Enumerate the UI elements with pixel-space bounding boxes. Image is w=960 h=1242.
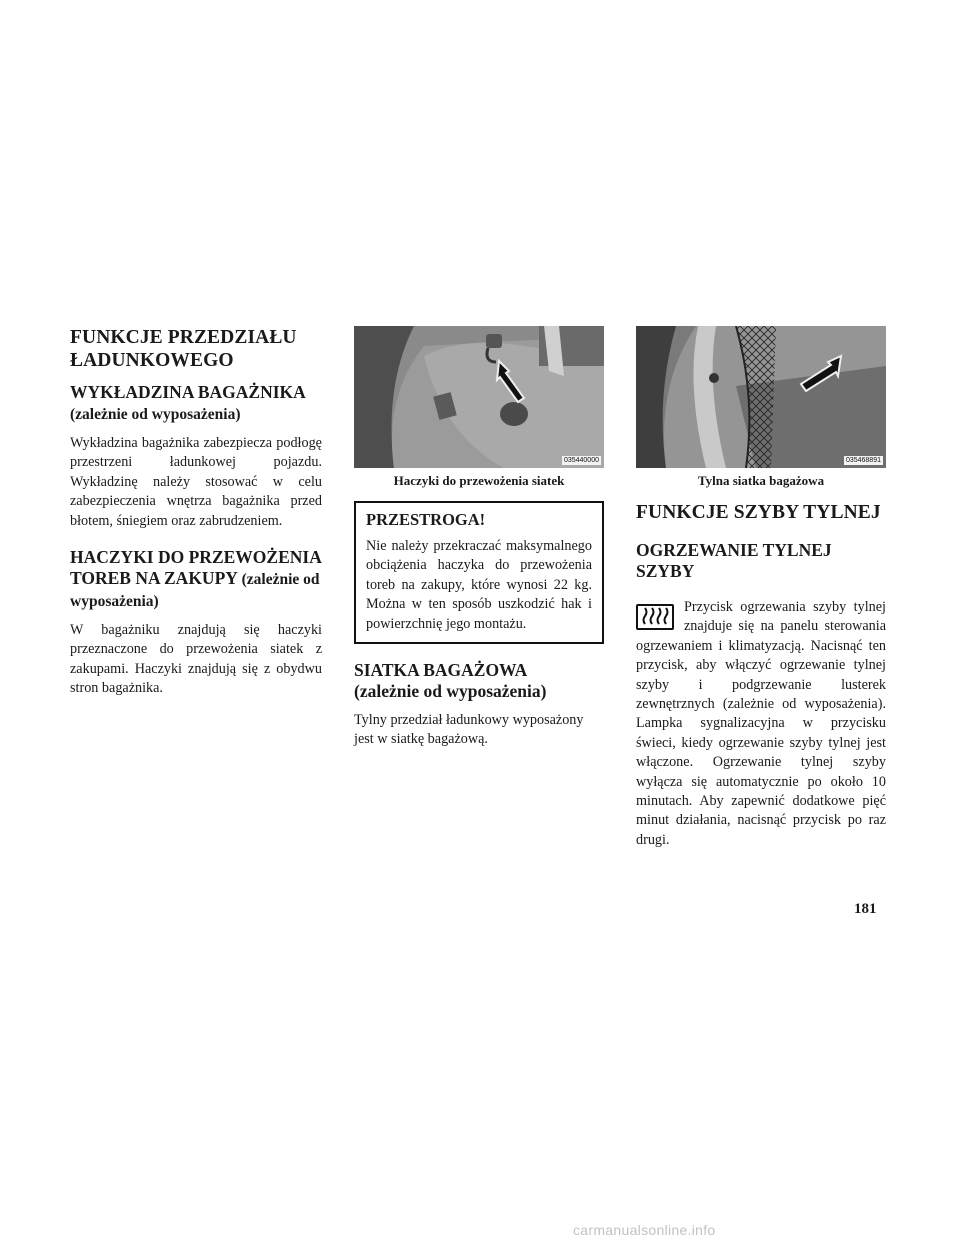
heading-cargo-net — [354, 660, 604, 702]
column-left — [70, 326, 322, 709]
cargo-mat-text: Wykładzina bagażnika zabezpiecza podłogę przestrzeni ładunkowej pojazdu. Wykładzinę należy stosować w celu zabezpieczenia wnętrza bagażnika przed błotem, śniegiem oraz zabrudzeniem. — [70, 435, 322, 529]
bag-hooks-text: W bagażniku znajdują się haczyki przeznaczone do przewożenia siatek z zakupami. Haczyki znajdują się z obydwu stron bagażnika. — [70, 622, 322, 697]
rear-defrost-icon — [636, 604, 674, 630]
column-right — [636, 326, 886, 860]
column-middle — [354, 326, 604, 760]
cargo-net-text: Tylny przedział ładunkowy wyposażony jest w siatkę bagażową. — [354, 712, 584, 748]
rear-defrost-paragraph — [636, 598, 886, 850]
page-number: 181 — [854, 901, 877, 917]
section-title-cargo: FUNKCJE PRZEDZIAŁU ŁADUNKOWEGO — [70, 327, 297, 371]
heading-cargo-mat-note: (zależnie od wyposażenia) — [70, 406, 241, 423]
cargo-net-illustration — [636, 326, 886, 468]
warning-text: Nie należy przekraczać maksymalnego obciążenia haczyka do przewożenia toreb na zakupy, które wynosi 22 kg. Można w ten sposób uszkodzić hak i powierzchnię jego montażu. — [366, 538, 592, 632]
figure-caption-net: Tylna siatka bagażowa — [697, 473, 825, 488]
figure-caption-hooks: Haczyki do przewożenia siatek — [393, 473, 565, 488]
heading-bag-hooks-main: HACZYKI DO PRZEWOŻENIA TOREB NA ZAKUPY — [70, 547, 321, 589]
heading-bag-hooks — [70, 547, 322, 612]
section-title-rear-window: FUNKCJE SZYBY TYLNEJ — [636, 502, 881, 523]
site-watermark[interactable]: carmanualsonline.info — [573, 1222, 716, 1238]
figure-cargo-net — [636, 326, 886, 468]
figure-bag-hooks — [354, 326, 604, 468]
heading-cargo-net-note: (zależnie od wyposażenia) — [354, 681, 547, 702]
figure-code: 035440000 — [563, 457, 599, 464]
figure-code: 035468891 — [845, 457, 881, 464]
bag-hooks-illustration — [354, 326, 604, 468]
rear-defrost-text: Przycisk ogrzewania szyby tylnej znajduje się na panelu sterowania ogrzewaniem i klimatyzacją. Nacisnąć ten przycisk, aby włączyć ogrzewanie tylnej szyby i podgrzewanie lusterek zewnętrznych (zależnie od wyposażenia). Lampka sygnalizacyjna w przycisku świeci, kiedy ogrzewanie szyby tylnej jest włączone. Ogrzewanie tylnej szyby wyłącza się automatycznie po około 10 minutach. Aby zapewnić dodatkowe pięć minut działania, nacisnąć przycisk po raz drugi. — [636, 599, 886, 848]
warning-box — [354, 501, 604, 644]
warning-title: PRZESTROGA! — [366, 510, 486, 529]
heading-cargo-net-main: SIATKA BAGAŻOWA — [354, 660, 528, 681]
heading-rear-defrost: OGRZEWANIE TYLNEJ SZYBY — [636, 540, 832, 581]
heading-cargo-mat-main: WYKŁADZINA BAGAŻNIKA — [70, 382, 305, 402]
heading-cargo-mat — [70, 382, 322, 425]
heading-bag-hooks-note: (zależnie od wyposażenia) — [70, 571, 320, 611]
